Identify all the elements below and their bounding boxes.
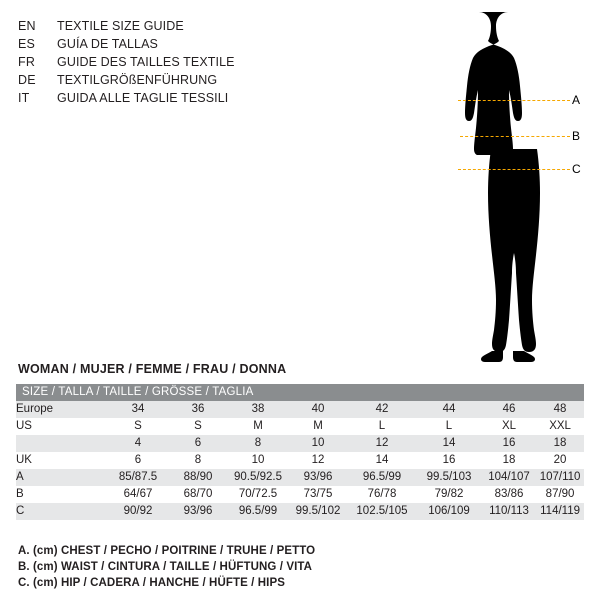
cell: 114/119 [540,505,580,517]
language-row-it [18,89,318,107]
measure-line-chest [458,100,570,101]
cell: 88/90 [183,471,213,483]
cell: L [378,420,386,432]
language-text-en: TEXTILE SIZE GUIDE [57,19,184,33]
measure-line-hip [458,169,570,170]
row-label-us: US [16,420,32,432]
legend-row-a: A. (cm) CHEST / PECHO / POITRINE / TRUHE / PETTO [18,545,316,557]
cell: 12 [311,454,325,466]
row-label-uk: UK [16,454,32,466]
cell: 6 [194,437,202,449]
measure-line-waist [460,136,570,137]
language-header-block [18,17,318,107]
cell: 90/92 [123,505,153,517]
measure-label-b: B [572,129,581,143]
language-row-de [18,71,318,89]
cell: 104/107 [488,471,530,483]
cell: XXL [549,420,571,432]
language-code-es: ES [18,37,36,51]
table-header-cell: SIZE / TALLA / TAILLE / GRÖSSE / TAGLIA [16,384,584,401]
cell: 42 [375,403,389,415]
cell: 18 [553,437,567,449]
size-table [16,384,584,520]
cell: 79/82 [434,488,464,500]
cell: 96.5/99 [362,471,402,483]
cell: 4 [134,437,142,449]
cell: 93/96 [183,505,213,517]
cell: 107/110 [539,471,581,483]
size-table-wrapper [16,384,584,520]
measurement-legend [18,543,438,591]
language-text-es: GUÍA DE TALLAS [57,37,158,51]
cell: 83/86 [494,488,524,500]
section-title: WOMAN / MUJER / FEMME / FRAU / DONNA [18,362,287,376]
cell: 68/70 [183,488,213,500]
legend-row-c: C. (cm) HIP / CADERA / HANCHE / HÜFTE / HIPS [18,577,286,589]
measure-label-c: C [572,162,581,176]
table-row [16,452,584,469]
cell: 8 [194,454,202,466]
cell: 70/72.5 [238,488,278,500]
cell: 6 [134,454,142,466]
language-code-it: IT [18,91,30,105]
cell: 40 [311,403,325,415]
cell: M [313,420,323,432]
table-row [16,486,584,503]
cell: 102.5/105 [356,505,408,517]
cell: XL [501,420,517,432]
cell: 93/96 [303,471,333,483]
cell: 110/113 [489,505,529,517]
language-code-en: EN [18,19,36,33]
cell: S [134,420,142,432]
cell: M [253,420,263,432]
cell: 34 [131,403,145,415]
cell: 99.5/102 [295,505,341,517]
language-row-es [18,35,318,53]
cell: 87/90 [545,488,575,500]
body-silhouette-icon [430,8,590,373]
cell: 85/87.5 [118,471,158,483]
cell: 14 [375,454,389,466]
row-label-a: A [16,471,24,483]
table-row [16,435,584,452]
row-label-us-numeric [16,435,108,452]
cell: 96.5/99 [238,505,278,517]
cell: 14 [442,437,456,449]
cell: 8 [254,437,262,449]
row-label-europe: Europe [16,403,54,415]
legend-row-b: B. (cm) WAIST / CINTURA / TAILLE / HÜFTUNG / VITA [18,561,313,573]
row-label-c: C [16,505,25,517]
cell: 48 [553,403,567,415]
cell: 12 [375,437,389,449]
cell: 10 [251,454,265,466]
table-row [16,418,584,435]
language-text-fr: GUIDE DES TAILLES TEXTILE [57,55,235,69]
table-header-row [16,384,584,401]
cell: 16 [442,454,456,466]
cell: 106/109 [428,505,470,517]
cell: 44 [442,403,456,415]
cell: 18 [502,454,516,466]
cell: 46 [502,403,516,415]
cell: L [445,420,453,432]
female-body-figure [430,8,590,373]
cell: 38 [251,403,265,415]
cell: S [194,420,202,432]
table-row [16,401,584,418]
language-row-en [18,17,318,35]
cell: 73/75 [303,488,333,500]
language-code-fr: FR [18,55,36,69]
language-text-de: TEXTILGRÖßENFÜHRUNG [57,73,218,87]
table-row [16,469,584,486]
measure-label-a: A [572,93,581,107]
table-row [16,503,584,520]
cell: 64/67 [123,488,153,500]
language-code-de: DE [18,73,36,87]
cell: 20 [553,454,567,466]
cell: 10 [311,437,325,449]
cell: 76/78 [367,488,397,500]
row-label-b: B [16,488,24,500]
language-text-it: GUIDA ALLE TAGLIE TESSILI [57,91,229,105]
cell: 16 [502,437,516,449]
cell: 36 [191,403,205,415]
language-row-fr [18,53,318,71]
cell: 99.5/103 [426,471,472,483]
cell: 90.5/92.5 [234,471,282,483]
